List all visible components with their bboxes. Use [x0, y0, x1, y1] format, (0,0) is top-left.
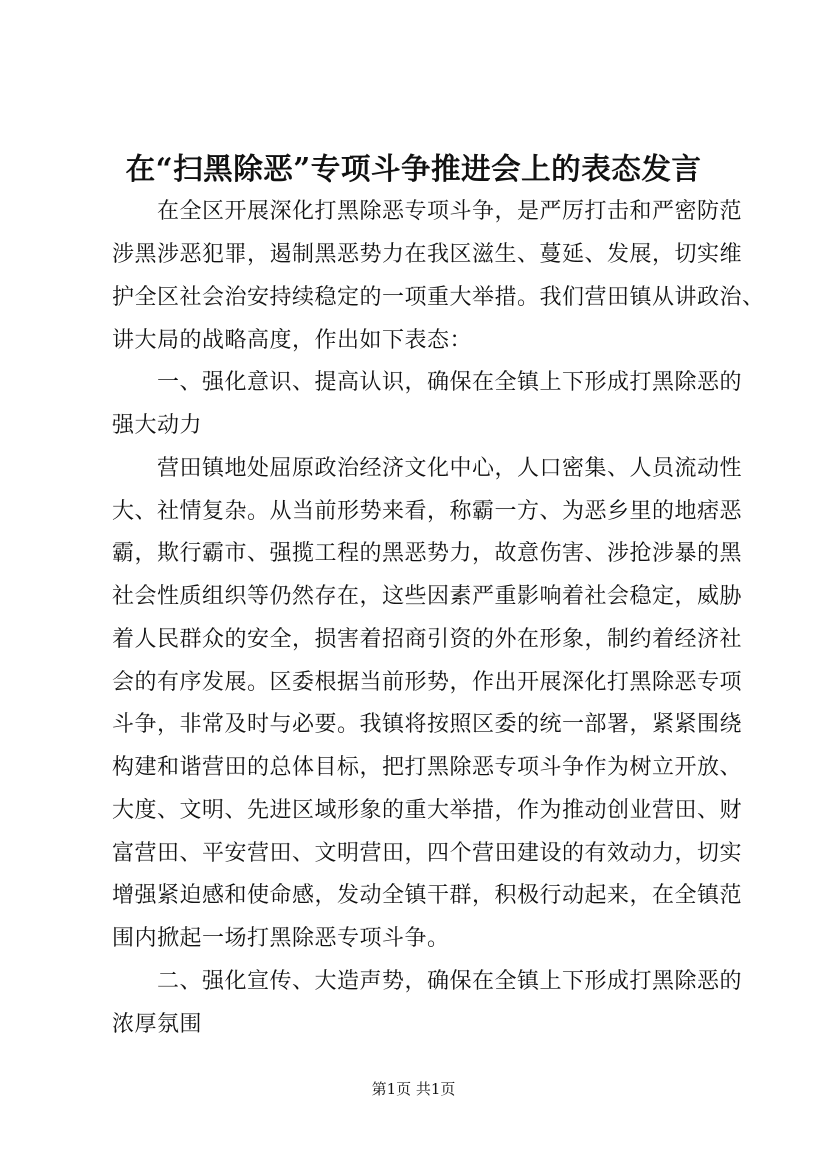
body-line: 大度、文明、先进区域形象的重大举措，作为推动创业营田、财: [112, 798, 743, 823]
body-line: 营田镇地处屈原政治经济文化中心，人口密集、人员流动性: [112, 456, 743, 481]
body-line: 霸，欺行霸市、强揽工程的黑恶势力，故意伤害、涉抢涉暴的黑: [112, 541, 743, 566]
body-line: 斗争，非常及时与必要。我镇将按照区委的统一部署，紧紧围绕: [112, 712, 743, 737]
body-line: 讲大局的战略高度，作出如下表态：: [112, 328, 473, 353]
document-title: 在“扫黑除恶”专项斗争推进会上的表态发言: [125, 151, 702, 186]
body-line: 构建和谐营田的总体目标，把打黑除恶专项斗争作为树立开放、: [112, 755, 743, 780]
body-line: 增强紧迫感和使命感，发动全镇干群，积极行动起来，在全镇范: [112, 883, 743, 908]
section-heading-line: 强大动力: [112, 413, 203, 438]
section-heading-line: 二、强化宣传、大造声势，确保在全镇上下形成打黑除恶的: [112, 969, 743, 994]
body-line: 着人民群众的安全，损害着招商引资的外在形象，制约着经济社: [112, 627, 743, 652]
body-line: 会的有序发展。区委根据当前形势，作出开展深化打黑除恶专项: [112, 670, 743, 695]
body-line: 护全区社会治安持续稳定的一项重大举措。我们营田镇从讲政治、: [112, 285, 765, 310]
body-line: 大、社情复杂。从当前形势来看，称霸一方、为恶乡里的地痞恶: [112, 499, 743, 524]
body-line: 围内掀起一场打黑除恶专项斗争。: [112, 926, 450, 951]
section-heading-line: 浓厚氛围: [112, 1012, 203, 1037]
body-line: 涉黑涉恶犯罪，遏制黑恶势力在我区滋生、蔓延、发展，切实维: [112, 242, 743, 267]
body-line: 在全区开展深化打黑除恶专项斗争，是严厉打击和严密防范: [112, 199, 743, 224]
section-heading-line: 一、强化意识、提高认识，确保在全镇上下形成打黑除恶的: [112, 370, 743, 395]
body-line: 社会性质组织等仍然存在，这些因素严重影响着社会稳定，威胁: [112, 584, 743, 609]
page-number-footer: 第1页 共1页: [371, 1080, 456, 1098]
body-line: 富营田、平安营田、文明营田，四个营田建设的有效动力，切实: [112, 841, 743, 866]
